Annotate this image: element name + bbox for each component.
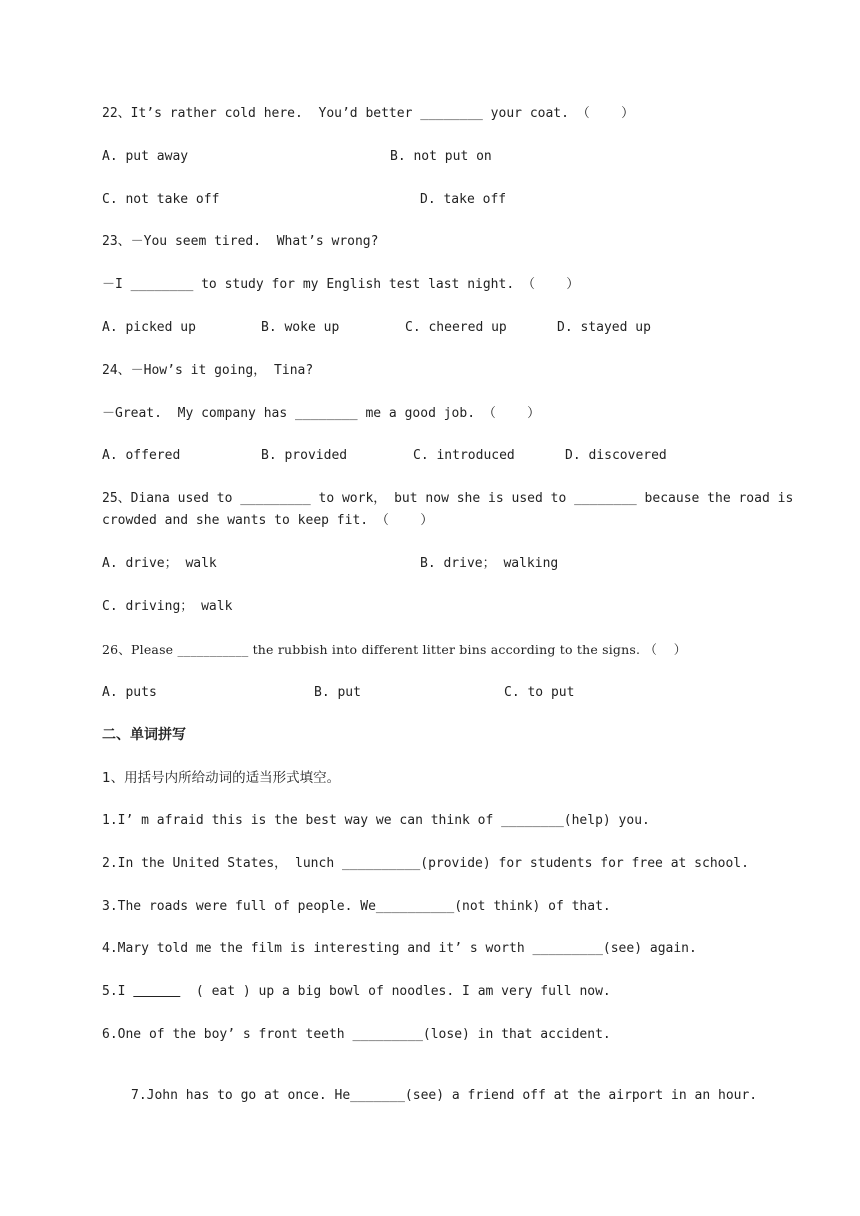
question-24-stem-reply: －Great. My company has ________ me a good job. （ ） bbox=[102, 406, 541, 421]
question-24-option-d: D. discovered bbox=[565, 448, 667, 463]
question-24-option-b: B. provided bbox=[261, 448, 348, 463]
question-25-option-c: C. driving； walk bbox=[102, 599, 233, 614]
question-23-option-b: B. woke up bbox=[261, 320, 340, 335]
fill-item-6: 6.One of the boy’ s front teeth _________(lose) in that accident. bbox=[102, 1027, 611, 1042]
question-24-option-a: A. offered bbox=[102, 448, 181, 463]
question-22-option-b: B. not put on bbox=[390, 149, 492, 164]
question-25-option-a: A. drive； walk bbox=[102, 556, 217, 571]
fill-item-2: 2.In the United States， lunch __________(provide) for students for free at school. bbox=[102, 856, 749, 871]
question-23-stem: 23、－You seem tired. What’s wrong? bbox=[102, 234, 379, 249]
fill-item-5-suffix: ( eat ) up a big bowl of noodles. I am very full now. bbox=[180, 984, 611, 999]
question-23-option-d: D. stayed up bbox=[557, 320, 651, 335]
question-25-option-b: B. drive； walking bbox=[420, 556, 559, 571]
question-23-stem-reply: －I ________ to study for my English test last night. （ ） bbox=[102, 277, 580, 292]
fill-item-5-prefix: 5.I bbox=[102, 984, 134, 999]
question-24-option-c: C. introduced bbox=[413, 448, 515, 463]
question-22-stem: 22、It’s rather cold here. You’d better ________ your coat. （ ） bbox=[102, 106, 635, 121]
question-26-option-a: A. puts bbox=[102, 685, 157, 700]
question-25-stem: 25、Diana used to _________ to work， but now she is used to ________ because the road is bbox=[102, 491, 794, 506]
question-24-stem: 24、－How’s it going， Tina? bbox=[102, 363, 314, 378]
question-26-option-b: B. put bbox=[314, 685, 361, 700]
question-26-option-c: C. to put bbox=[504, 685, 575, 700]
question-25-stem-continued: crowded and she wants to keep fit. （ ） bbox=[102, 513, 434, 528]
question-22-option-a: A. put away bbox=[102, 149, 189, 164]
question-22-option-d: D. take off bbox=[420, 192, 507, 207]
fill-item-4: 4.Mary told me the film is interesting and it’ s worth _________(see) again. bbox=[102, 941, 697, 956]
fill-item-3: 3.The roads were full of people. We__________(not think) of that. bbox=[102, 899, 611, 914]
fill-item-1: 1.I’ m afraid this is the best way we can think of ________(help) you. bbox=[102, 813, 650, 828]
question-26-stem: 26、Please ___________ the rubbish into different litter bins according to the signs. （ ） bbox=[102, 642, 687, 657]
fill-item-5-blank bbox=[133, 984, 180, 999]
question-23-option-c: C. cheered up bbox=[405, 320, 507, 335]
section-2-title: 二、单词拼写 bbox=[102, 727, 186, 743]
fill-item-7: 7.John has to go at once. He_______(see) a friend off at the airport in an hour. bbox=[131, 1088, 758, 1103]
fill-item-5 bbox=[102, 982, 611, 1002]
question-23-option-a: A. picked up bbox=[102, 320, 196, 335]
section-2-instruction: 1、用括号内所给动词的适当形式填空。 bbox=[102, 770, 341, 786]
question-22-option-c: C. not take off bbox=[102, 192, 220, 207]
